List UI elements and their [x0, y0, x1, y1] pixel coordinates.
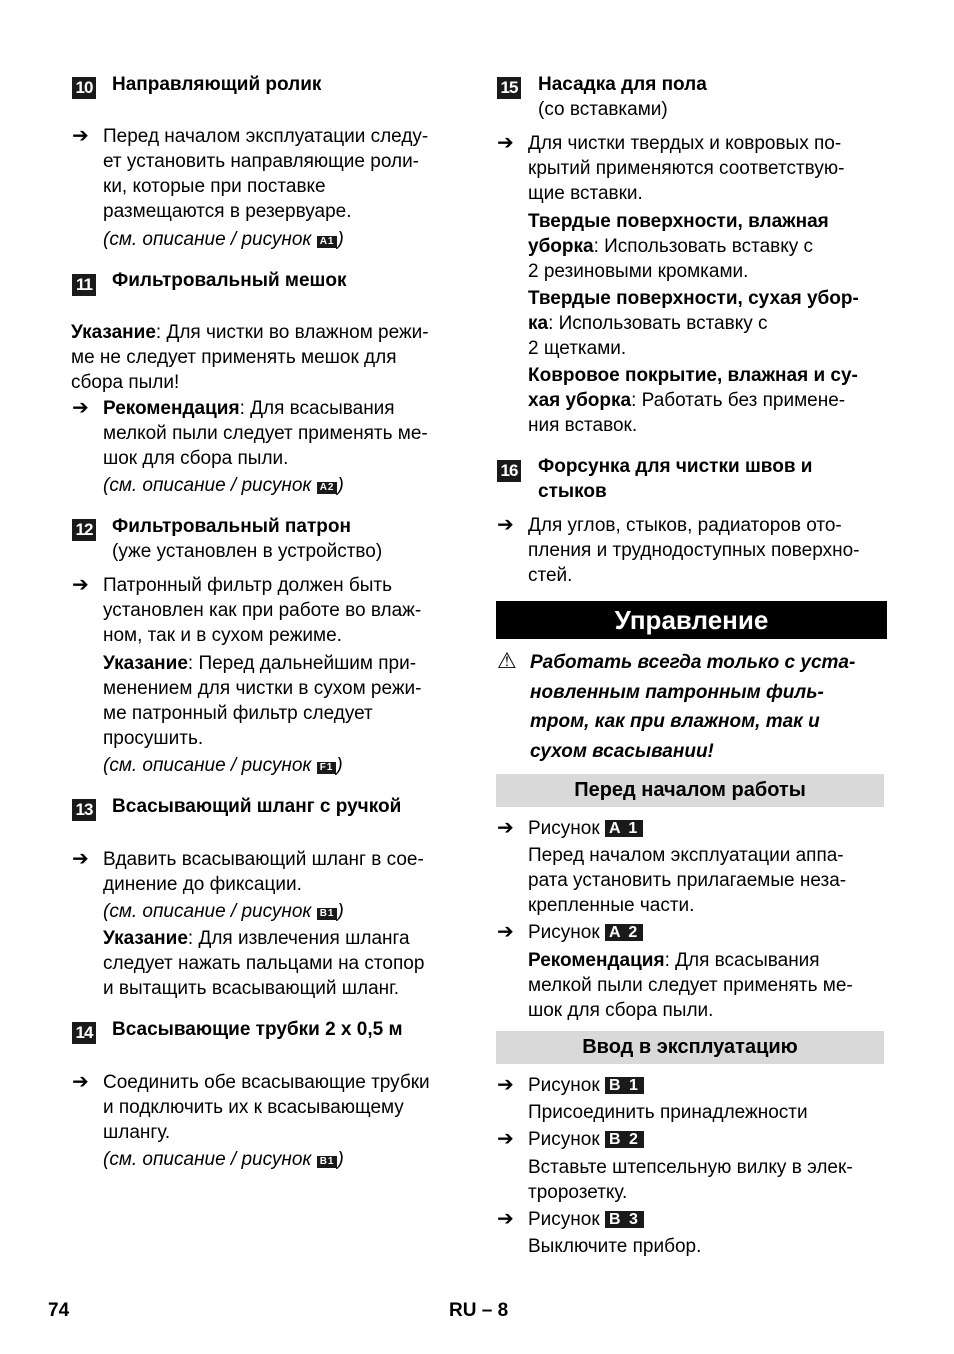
figure-badge: B 1: [605, 1077, 644, 1094]
arrow-icon: ➔: [497, 921, 514, 943]
section-title-15: Насадка для пола: [538, 74, 707, 95]
arrow-icon: ➔: [497, 817, 514, 839]
arrow-icon: ➔: [72, 574, 89, 596]
section-11-note: Указание: Для чистки во влажном режи- ме не следует применять мешок для сбора пыли!: [71, 322, 429, 393]
section-12-ref: (см. описание / рисунок F1 ): [103, 755, 343, 776]
section-title-10: Направляющий ролик: [112, 74, 322, 95]
figure-ref-b1: Рисунок B 1: [528, 1073, 644, 1098]
before-start-recommendation: Рекомендация: Для всасывания мелкой пыли следует применять ме- шок для сбора пыли.: [528, 950, 853, 1021]
section-14-body: Соединить обе всасывающие трубки и подключить их к всасывающему шлангу.: [103, 1072, 430, 1143]
figure-badge: B 2: [605, 1131, 644, 1148]
before-start-text-1: Перед началом эксплуатации аппа- рата установить прилагаемые неза- крепленные части.: [528, 845, 847, 916]
arrow-icon: ➔: [72, 1071, 89, 1093]
section-number-13: 13: [72, 799, 96, 821]
section-heading-operation: Управление: [496, 601, 887, 639]
section-15-body: Для чистки твердых и ковровых по- крытий применяются соответствую- щие вставки.: [528, 133, 845, 204]
section-11-recommendation: Рекомендация: Для всасывания мелкой пыли следует применять ме- шок для сбора пыли.: [103, 398, 428, 469]
section-13-body: Вдавить всасывающий шланг в сое- динение до фиксации.: [103, 849, 424, 895]
figure-badge: B 3: [605, 1211, 644, 1228]
figure-ref-b2: Рисунок B 2: [528, 1127, 644, 1152]
section-13-note: Указание: Для извлечения шланга следует нажать пальцами на стопор и вытащить всасывающий шланг.: [103, 928, 425, 999]
section-title-16: Форсунка для чистки швов и стыков: [538, 456, 813, 502]
figure-badge: A 1: [605, 820, 643, 837]
section-15-subtitle: (со вставками): [538, 99, 668, 120]
arrow-icon: ➔: [497, 1208, 514, 1230]
arrow-icon: ➔: [72, 125, 89, 147]
arrow-icon: ➔: [497, 132, 514, 154]
startup-text-3: Выключите прибор.: [528, 1236, 702, 1257]
section-12-body: Патронный фильтр должен быть установлен как при работе во влаж- ном, так и в сухом режиме.: [103, 575, 422, 646]
section-number-14: 14: [72, 1022, 96, 1044]
figure-badge: A1: [317, 236, 338, 248]
figure-badge: B1: [317, 1156, 338, 1168]
section-10-ref: (см. описание / рисунок A1 ): [103, 229, 344, 250]
figure-badge: B1: [317, 908, 338, 920]
arrow-icon: ➔: [497, 1128, 514, 1150]
arrow-icon: ➔: [497, 514, 514, 536]
section-12-note: Указание: Перед дальнейшим при- менением для чистки в сухом режи- ме патронный фильтр следует просушить.: [103, 653, 422, 749]
section-14-ref: (см. описание / рисунок B1 ): [103, 1149, 344, 1170]
figure-badge: A 2: [605, 924, 643, 941]
page-label: RU – 8: [449, 1300, 509, 1321]
figure-badge: A2: [317, 482, 338, 494]
section-13-ref: (см. описание / рисунок B1 ): [103, 901, 344, 922]
section-number-10: 10: [72, 77, 96, 99]
section-10-body: Перед началом эксплуатации следу- ет установить направляющие роли- ки, которые при поставке размещаются в резервуаре.: [103, 126, 429, 222]
arrow-icon: ➔: [497, 1074, 514, 1096]
startup-text-2: Вставьте штепсельную вилку в элек- тророзетку.: [528, 1157, 853, 1203]
warning-icon: ⚠: [497, 648, 517, 673]
section-number-11: 11: [72, 274, 96, 296]
warning-text: Работать всегда только с уста- новленным патронным филь- тром, как при влажном, так и сухом всасывании!: [530, 652, 856, 762]
section-15-carpet: Ковровое покрытие, влажная и су- хая уборка: Работать без примене- ния вставок.: [528, 365, 858, 436]
section-number-15: 15: [497, 77, 521, 99]
arrow-icon: ➔: [72, 848, 89, 870]
subheading-before-start: Перед началом работы: [496, 774, 884, 807]
figure-badge: F1: [317, 762, 337, 774]
subheading-startup: Ввод в эксплуатацию: [496, 1031, 884, 1064]
figure-ref-a2: Рисунок A 2: [528, 920, 643, 945]
section-title-13: Всасывающий шланг с ручкой: [112, 796, 402, 817]
figure-ref-b3: Рисунок B 3: [528, 1207, 644, 1232]
section-15-hard-wet: Твердые поверхности, влажная уборка: Использовать вставку с 2 резиновыми кромками.: [528, 211, 829, 282]
section-title-11: Фильтровальный мешок: [112, 270, 347, 291]
section-11-ref: (см. описание / рисунок A2 ): [103, 475, 344, 496]
section-16-body: Для углов, стыков, радиаторов ото- пления и труднодоступных поверхно- стей.: [528, 515, 860, 586]
startup-text-1: Присоединить принадлежности: [528, 1102, 808, 1123]
section-number-12: 12: [72, 519, 96, 541]
section-title-12: Фильтровальный патрон: [112, 516, 351, 537]
arrow-icon: ➔: [72, 397, 89, 419]
section-15-hard-dry: Твердые поверхности, сухая убор- ка: Использовать вставку с 2 щетками.: [528, 288, 859, 359]
page-number: 74: [48, 1300, 70, 1321]
section-12-subtitle: (уже установлен в устройство): [112, 541, 383, 562]
figure-ref-a1: Рисунок A 1: [528, 816, 643, 841]
section-number-16: 16: [497, 460, 521, 482]
section-title-14: Всасывающие трубки 2 х 0,5 м: [112, 1019, 403, 1040]
